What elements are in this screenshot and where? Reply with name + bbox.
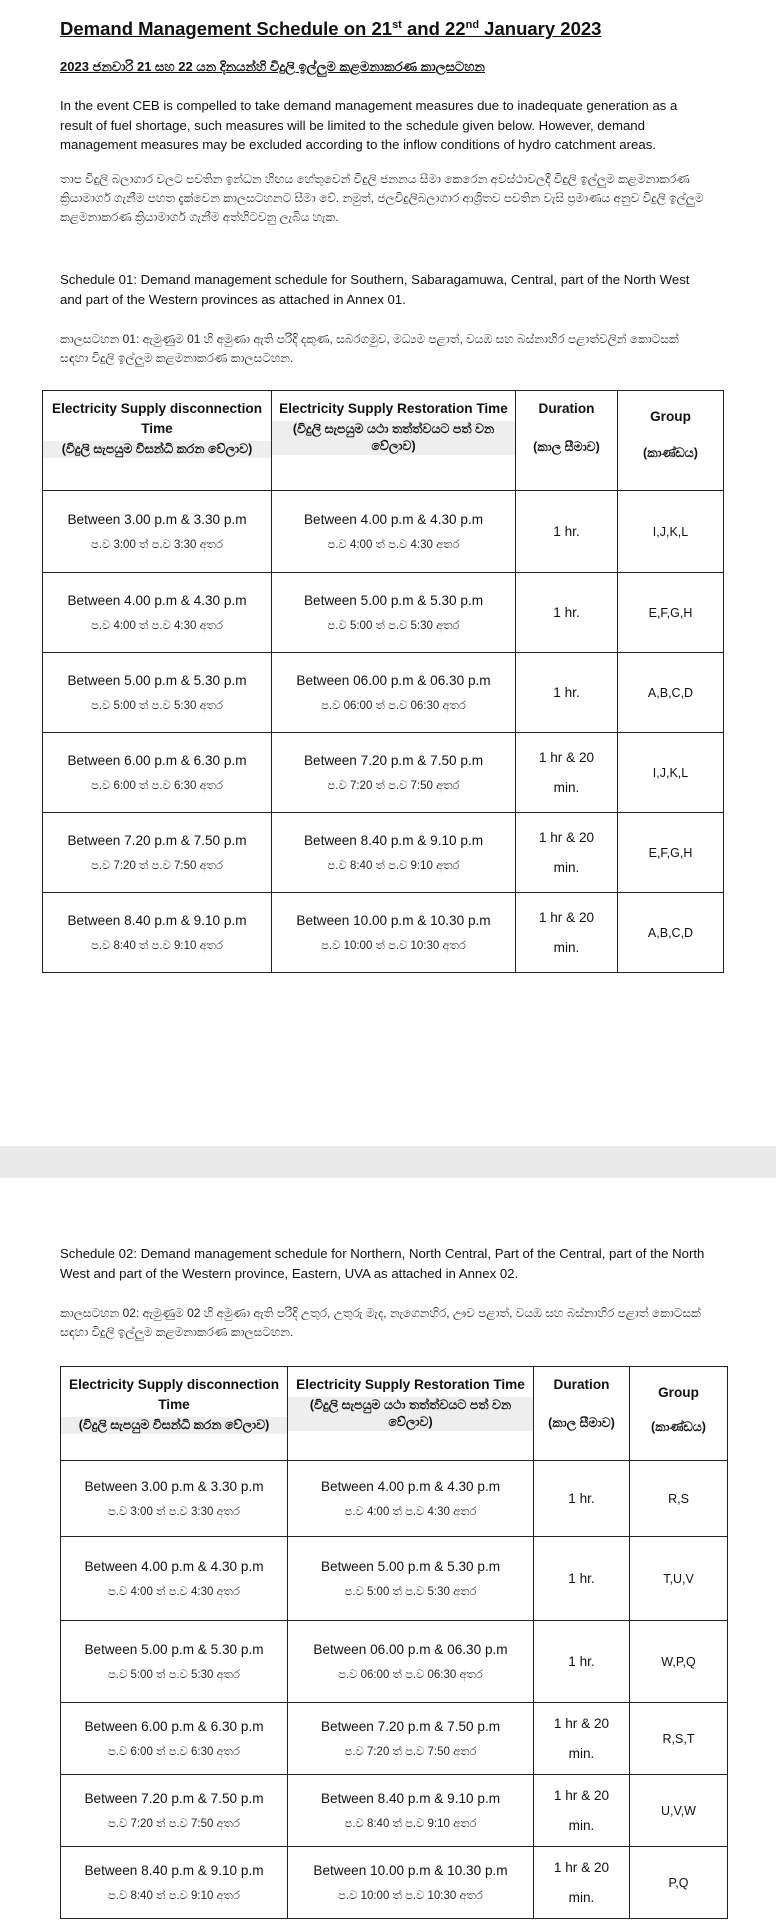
schedule-2-description: Schedule 02: Demand management schedule for Northern, North Central, Part of the Central, part of the North West and part of the Western province, Eastern, UVA as attached in Annex 02.: [60, 1246, 705, 1281]
restoration-time-cell: [288, 1775, 534, 1847]
disconnection-time-en: Between 8.40 p.m & 9.10 p.m: [84, 1862, 264, 1878]
restoration-time-en: Between 7.20 p.m & 7.50 p.m: [303, 752, 484, 768]
duration-cell: [516, 893, 618, 973]
disconnection-time-si: ප.ව 6:00 ත් ප.ව 6:30 අතර: [108, 1745, 240, 1758]
duration-line-1: 1 hr & 20: [553, 1787, 610, 1803]
restoration-time-cell: [288, 1537, 534, 1621]
restoration-time-en: Between 06.00 p.m & 06.30 p.m: [313, 1641, 508, 1657]
disconnection-time-en: Between 8.40 p.m & 9.10 p.m: [67, 912, 247, 928]
restoration-time-en: Between 7.20 p.m & 7.50 p.m: [320, 1718, 501, 1734]
duration-line-1: 1 hr & 20: [538, 909, 595, 925]
duration-cell: [516, 733, 618, 813]
restoration-time-si: ප.ව 06:00 ත් ප.ව 06:30 අතර: [321, 699, 466, 712]
duration-cell: [516, 573, 618, 653]
duration-cell: [534, 1775, 630, 1847]
restoration-time-cell: [272, 653, 516, 733]
duration-line-2: min.: [568, 1889, 595, 1905]
group-cell: U,V,W: [630, 1775, 728, 1847]
table-row: [43, 573, 724, 653]
disconnection-time-cell: [43, 653, 272, 733]
disconnection-time-cell: [61, 1775, 288, 1847]
header-restoration-time: Electricity Supply Restoration Time (විදුලි සැපයුම යථා තත්ත්වයට පත් වන වේලාව): [288, 1367, 534, 1461]
restoration-time-si: ප.ව 4:00 ත් ප.ව 4:30 අතර: [344, 1505, 477, 1518]
schedule-1-description: Schedule 01: Demand management schedule for Southern, Sabaragamuwa, Central, part of the North West and part of the Western provinces as attached in Annex 01.: [60, 272, 690, 307]
disconnection-time-cell: [43, 893, 272, 973]
disconnection-time-cell: [61, 1703, 288, 1775]
disconnection-time-cell: [61, 1621, 288, 1703]
header-disconnection-time: Electricity Supply disconnection Time (විදුලි සැපයුම විසන්ධි කරන වේලාව): [43, 391, 272, 491]
duration-cell: [516, 653, 618, 733]
duration-line-2: min.: [553, 939, 580, 955]
disconnection-time-si: ප.ව 4:00 ත් ප.ව 4:30 අතර: [91, 619, 223, 632]
disconnection-time-si: ප.ව 3:00 ත් ප.ව 3:30 අතර: [108, 1505, 240, 1518]
restoration-time-en: Between 8.40 p.m & 9.10 p.m: [303, 832, 484, 848]
disconnection-time-cell: [43, 733, 272, 813]
header-duration: Duration (කාල සීමාව): [534, 1367, 630, 1461]
restoration-time-cell: [288, 1461, 534, 1537]
restoration-time-si: ප.ව 5:00 ත් ප.ව 5:30 අතර: [344, 1585, 477, 1598]
disconnection-time-cell: [43, 813, 272, 893]
header-duration: Duration (කාල සීමාව): [516, 391, 618, 491]
restoration-time-en: Between 4.00 p.m & 4.30 p.m: [303, 511, 484, 527]
disconnection-time-si: ප.ව 8:40 ත් ප.ව 9:10 අතර: [108, 1889, 240, 1902]
page-gap: [0, 1146, 776, 1178]
disconnection-time-en: Between 6.00 p.m & 6.30 p.m: [84, 1718, 264, 1734]
group-cell: T,U,V: [630, 1537, 728, 1621]
duration-line-2: min.: [568, 1745, 595, 1761]
table-row: [43, 893, 724, 973]
duration-line-1: 1 hr & 20: [553, 1859, 610, 1875]
intro-paragraph-sinhala: තාප විදුලි බලාගාර වලට පවතින ඉන්ධන හිඟය හේතුවෙන් විදුලි ජනනය සීමා කෙරෙන අවස්ථාවලදී විදුලි ඉල්ලුම කළමනාකරණ ක්‍රියාමාර්ග ගැනීම පහත දැක්වෙන කාලසටහනට සීමා වේ. නමුත්, ජලවිදුලිබලාගාර ආශ්‍රිතව පවතින වැසි ප්‍රමාණය අනුව විදුලි ඉල්ලුම කළමනාකරණ ක්‍රියාමාර්ග ගැනීම අත්හිටවනු ලැබිය හැක.: [60, 172, 704, 224]
disconnection-time-si: ප.ව 3:00 ත් ප.ව 3:30 අතර: [91, 538, 223, 551]
disconnection-time-si: ප.ව 6:00 ත් ප.ව 6:30 අතර: [91, 779, 223, 792]
disconnection-time-si: ප.ව 5:00 ත් ප.ව 5:30 අතර: [91, 699, 223, 712]
duration-line-1: 1 hr.: [553, 523, 580, 539]
restoration-time-en: Between 06.00 p.m & 06.30 p.m: [296, 672, 491, 688]
table-row: [61, 1775, 728, 1847]
duration-line-1: 1 hr.: [568, 1570, 595, 1586]
table-row: [61, 1461, 728, 1537]
disconnection-time-en: Between 5.00 p.m & 5.30 p.m: [84, 1641, 264, 1657]
group-cell: E,F,G,H: [618, 573, 724, 653]
document-subtitle-sinhala: 2023 ජනවාරි 21 සහ 22 යන දිනයන්හි විදුලි ඉල්ලුම කළමනාකරණ කාලසටහන: [60, 59, 485, 74]
disconnection-time-si: ප.ව 7:20 ත් ප.ව 7:50 අතර: [108, 1817, 240, 1830]
group-cell: I,J,K,L: [618, 733, 724, 813]
restoration-time-si: ප.ව 10:00 ත් ප.ව 10:30 අතර: [338, 1889, 483, 1902]
table-header-row: [61, 1367, 728, 1461]
duration-line-1: 1 hr & 20: [553, 1715, 610, 1731]
disconnection-time-en: Between 6.00 p.m & 6.30 p.m: [67, 752, 247, 768]
disconnection-time-si: ප.ව 8:40 ත් ප.ව 9:10 අතර: [91, 939, 223, 952]
page-2: [0, 1178, 776, 1920]
schedule-1-table: [42, 390, 724, 973]
restoration-time-si: ප.ව 10:00 ත් ප.ව 10:30 අතර: [321, 939, 466, 952]
duration-cell: [534, 1847, 630, 1919]
header-group: Group (කාණ්ඩය): [618, 391, 724, 491]
restoration-time-cell: [272, 893, 516, 973]
duration-cell: [516, 813, 618, 893]
group-cell: A,B,C,D: [618, 653, 724, 733]
duration-cell: [534, 1703, 630, 1775]
group-cell: E,F,G,H: [618, 813, 724, 893]
disconnection-time-si: ප.ව 4:00 ත් ප.ව 4:30 අතර: [108, 1585, 240, 1598]
table-row: [43, 813, 724, 893]
disconnection-time-en: Between 4.00 p.m & 4.30 p.m: [84, 1558, 264, 1574]
duration-line-1: 1 hr.: [553, 684, 580, 700]
duration-cell: [534, 1621, 630, 1703]
restoration-time-en: Between 5.00 p.m & 5.30 p.m: [303, 592, 484, 608]
restoration-time-si: ප.ව 4:00 ත් ප.ව 4:30 අතර: [327, 538, 460, 551]
restoration-time-en: Between 4.00 p.m & 4.30 p.m: [320, 1478, 501, 1494]
schedule-2-table: [60, 1366, 728, 1919]
restoration-time-si: ප.ව 8:40 ත් ප.ව 9:10 අතර: [344, 1817, 477, 1830]
disconnection-time-en: Between 5.00 p.m & 5.30 p.m: [67, 672, 247, 688]
disconnection-time-si: ප.ව 5:00 ත් ප.ව 5:30 අතර: [108, 1668, 240, 1681]
restoration-time-si: ප.ව 7:20 ත් ප.ව 7:50 අතර: [344, 1745, 477, 1758]
disconnection-time-cell: [43, 573, 272, 653]
restoration-time-cell: [288, 1847, 534, 1919]
disconnection-time-en: Between 3.00 p.m & 3.30 p.m: [84, 1478, 264, 1494]
header-restoration-time: Electricity Supply Restoration Time (විදුලි සැපයුම යථා තත්ත්වයට පත් වන වේලාව): [272, 391, 516, 491]
duration-line-1: 1 hr & 20: [538, 829, 595, 845]
disconnection-time-cell: [61, 1461, 288, 1537]
duration-cell: [516, 491, 618, 573]
document-title: Demand Management Schedule on 21st and 22nd January 2023: [60, 18, 602, 39]
duration-cell: [534, 1537, 630, 1621]
restoration-time-cell: [272, 813, 516, 893]
header-disconnection-time: Electricity Supply disconnection Time (විදුලි සැපයුම විසන්ධි කරන වේලාව): [61, 1367, 288, 1461]
header-group: Group (කාණ්ඩය): [630, 1367, 728, 1461]
restoration-time-cell: [272, 491, 516, 573]
table-header-row: [43, 391, 724, 491]
restoration-time-cell: [288, 1621, 534, 1703]
restoration-time-si: ප.ව 5:00 ත් ප.ව 5:30 අතර: [327, 619, 460, 632]
duration-line-1: 1 hr & 20: [538, 749, 595, 765]
disconnection-time-cell: [61, 1537, 288, 1621]
duration-line-2: min.: [568, 1817, 595, 1833]
group-cell: I,J,K,L: [618, 491, 724, 573]
table-row: [43, 733, 724, 813]
duration-line-2: min.: [553, 859, 580, 875]
restoration-time-si: ප.ව 7:20 ත් ප.ව 7:50 අතර: [327, 779, 460, 792]
duration-line-1: 1 hr.: [553, 604, 580, 620]
group-cell: A,B,C,D: [618, 893, 724, 973]
disconnection-time-si: ප.ව 7:20 ත් ප.ව 7:50 අතර: [91, 859, 223, 872]
schedule-2-description-sinhala: කාලසටහන 02: ඇමුණුම 02 හි අමුණා ඇති පරිදි උතුර, උතුරු මැද, නැගෙනහිර, ඌව පළාත්, වයඹ සහ බස්නාහිර පළාත් කොටසක් සඳහා විදුලි ඉල්ලුම කළමනාකරණ කාලසටහන.: [60, 1306, 701, 1339]
disconnection-time-en: Between 4.00 p.m & 4.30 p.m: [67, 592, 247, 608]
restoration-time-cell: [288, 1703, 534, 1775]
duration-line-2: min.: [553, 779, 580, 795]
table-row: [61, 1703, 728, 1775]
intro-paragraph-english: In the event CEB is compelled to take demand management measures due to inadequate generation as a result of fuel shortage, such measures will be limited to the schedule given below. However, demand management measures may be excluded according to the inflow conditions of hydro catchment areas.: [60, 98, 678, 152]
group-cell: W,P,Q: [630, 1621, 728, 1703]
disconnection-time-cell: [61, 1847, 288, 1919]
schedule-1-description-sinhala: කාලසටහන 01: ඇමුණුම 01 හි අමුණා ඇති පරිදි දකුණ, සබරගමුව, මධ්‍යම පළාත්, වයඹ සහ බස්නාහිර පළාත්වලින් කොටසක් සඳහා විදුලි ඉල්ලුම කළමනාකරණ කාලසටහන.: [60, 332, 679, 365]
restoration-time-en: Between 5.00 p.m & 5.30 p.m: [320, 1558, 501, 1574]
restoration-time-en: Between 8.40 p.m & 9.10 p.m: [320, 1790, 501, 1806]
table-row: [43, 653, 724, 733]
restoration-time-cell: [272, 733, 516, 813]
table-row: [61, 1621, 728, 1703]
duration-line-1: 1 hr.: [568, 1653, 595, 1669]
restoration-time-en: Between 10.00 p.m & 10.30 p.m: [313, 1862, 508, 1878]
restoration-time-si: ප.ව 06:00 ත් ප.ව 06:30 අතර: [338, 1668, 483, 1681]
group-cell: R,S: [630, 1461, 728, 1537]
disconnection-time-cell: [43, 491, 272, 573]
table-row: [61, 1537, 728, 1621]
disconnection-time-en: Between 7.20 p.m & 7.50 p.m: [67, 832, 247, 848]
restoration-time-cell: [272, 573, 516, 653]
group-cell: R,S,T: [630, 1703, 728, 1775]
disconnection-time-en: Between 3.00 p.m & 3.30 p.m: [67, 511, 247, 527]
group-cell: P,Q: [630, 1847, 728, 1919]
duration-line-1: 1 hr.: [568, 1490, 595, 1506]
table-row: [43, 491, 724, 573]
duration-cell: [534, 1461, 630, 1537]
disconnection-time-en: Between 7.20 p.m & 7.50 p.m: [84, 1790, 264, 1806]
table-row: [61, 1847, 728, 1919]
restoration-time-si: ප.ව 8:40 ත් ප.ව 9:10 අතර: [327, 859, 460, 872]
restoration-time-en: Between 10.00 p.m & 10.30 p.m: [296, 912, 491, 928]
